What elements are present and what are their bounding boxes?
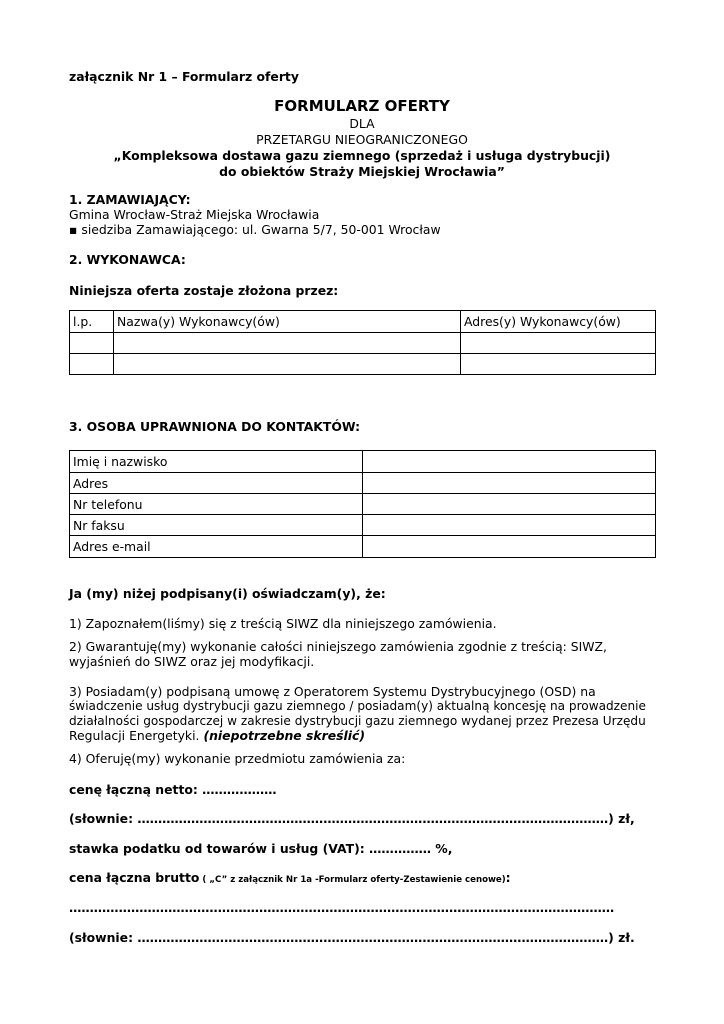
form-title: FORMULARZ OFERTY xyxy=(274,97,450,115)
contact-table xyxy=(69,450,656,558)
contact-value[interactable] xyxy=(363,451,656,473)
ordering-party-address xyxy=(69,222,441,237)
gross-price-field[interactable]: …………………………………………………………………………………………………………………… xyxy=(69,900,615,915)
header-contractor-address: Adres(y) Wykonawcy(ów) xyxy=(461,311,656,333)
declaration-point-2-line-1: 2) Gwarantuję(my) wykonanie całości niniejszego zamówienia zgodnie z treścią: SIWZ, xyxy=(69,639,607,654)
declaration-point-3-line-1: 3) Posiadam(y) podpisaną umowę z Operatorem Systemu Dystrybucyjnego (OSD) na xyxy=(69,684,596,699)
declaration-point-3-line-4 xyxy=(69,728,365,743)
declaration-point-1: 1) Zapoznałem(liśmy) się z treścią SIWZ dla niniejszego zamówienia. xyxy=(69,616,497,631)
declaration-point-2-line-2: wyjaśnień do SIWZ oraz jej modyfikacji. xyxy=(69,654,315,669)
contact-row xyxy=(70,451,656,473)
declaration-point-3-line-3: działalności gospodarczej w zakresie dystrybucji gazu ziemnego wydanej przez Prezesa Urzędu xyxy=(69,714,646,728)
declaration-point-3-text: Regulacji Energetyki. xyxy=(69,728,200,743)
contractor-table-row xyxy=(70,333,656,354)
attachment-label: załącznik Nr 1 – Formularz oferty xyxy=(69,69,299,84)
contact-row xyxy=(70,515,656,536)
section2-heading: 2. WYKONAWCA: xyxy=(69,252,186,267)
cell-contractor-address[interactable] xyxy=(461,333,656,354)
ordering-party-name: Gmina Wrocław-Straż Miejska Wrocławia xyxy=(69,207,320,222)
contact-label: Adres e-mail xyxy=(70,536,363,558)
subject-line-1: „Kompleksowa dostawa gazu ziemnego (sprzedaż i usługa dystrybucji) xyxy=(113,148,611,163)
declaration-heading: Ja (my) niżej podpisany(i) oświadczam(y), że: xyxy=(69,586,386,601)
strike-unnecessary-note: (niepotrzebne skreślić) xyxy=(203,728,366,743)
contact-row xyxy=(70,473,656,494)
contact-value[interactable] xyxy=(363,494,656,515)
bullet-icon: ▪ xyxy=(69,222,78,237)
net-price-words-field[interactable]: (słownie: ……………………………………………………………………………………………………) zł, xyxy=(69,811,635,826)
declaration-point-3-line-2: świadczenie usług dystrybucji gazu ziemnego / posiadam(y) aktualną koncesję na prowadzenie xyxy=(69,699,646,713)
section3-heading: 3. OSOBA UPRAWNIONA DO KONTAKTÓW: xyxy=(69,419,361,434)
gross-price-label-text: cena łączna brutto xyxy=(69,870,200,885)
cell-lp[interactable] xyxy=(70,333,114,354)
contact-value[interactable] xyxy=(363,515,656,536)
contact-label: Nr telefonu xyxy=(70,494,363,515)
contractor-table xyxy=(69,310,656,375)
cell-contractor-name[interactable] xyxy=(114,354,461,375)
declaration-point-4: 4) Oferuję(my) wykonanie przedmiotu zamówienia za: xyxy=(69,751,406,766)
cell-contractor-name[interactable] xyxy=(114,333,461,354)
contact-row xyxy=(70,536,656,558)
cell-lp[interactable] xyxy=(70,354,114,375)
contact-label: Adres xyxy=(70,473,363,494)
contractor-table-row xyxy=(70,354,656,375)
net-price-field[interactable]: cenę łączną netto: ……………… xyxy=(69,782,277,797)
submitted-by-label: Niniejsza oferta zostaje złożona przez: xyxy=(69,283,339,298)
header-contractor-name: Nazwa(y) Wykonawcy(ów) xyxy=(114,311,461,333)
vat-rate-field[interactable]: stawka podatku od towarów i usług (VAT): …………… %, xyxy=(69,841,453,856)
contact-label: Nr faksu xyxy=(70,515,363,536)
contact-label: Imię i nazwisko xyxy=(70,451,363,473)
gross-price-label xyxy=(69,870,511,885)
contact-value[interactable] xyxy=(363,473,656,494)
header-lp: l.p. xyxy=(70,311,114,333)
contact-value[interactable] xyxy=(363,536,656,558)
gross-price-words-field[interactable]: (słownie: ……………………………………………………………………………………………………) zł. xyxy=(69,930,635,945)
title-line-dla: DLA xyxy=(349,116,375,131)
gross-price-colon: : xyxy=(505,870,511,885)
title-line-tender: PRZETARGU NIEOGRANICZONEGO xyxy=(256,132,468,147)
contractor-table-header-row xyxy=(70,311,656,333)
subject-line-2: do obiektów Straży Miejskiej Wrocławia” xyxy=(219,164,505,179)
ordering-party-address-text: siedziba Zamawiającego: ul. Gwarna 5/7, 50-001 Wrocław xyxy=(81,222,441,237)
gross-price-note: ( „C” z załącznik Nr 1a -Formularz oferty-Zestawienie cenowe) xyxy=(199,875,506,885)
cell-contractor-address[interactable] xyxy=(461,354,656,375)
contact-row xyxy=(70,494,656,515)
section1-heading: 1. ZAMAWIAJĄCY: xyxy=(69,192,191,207)
